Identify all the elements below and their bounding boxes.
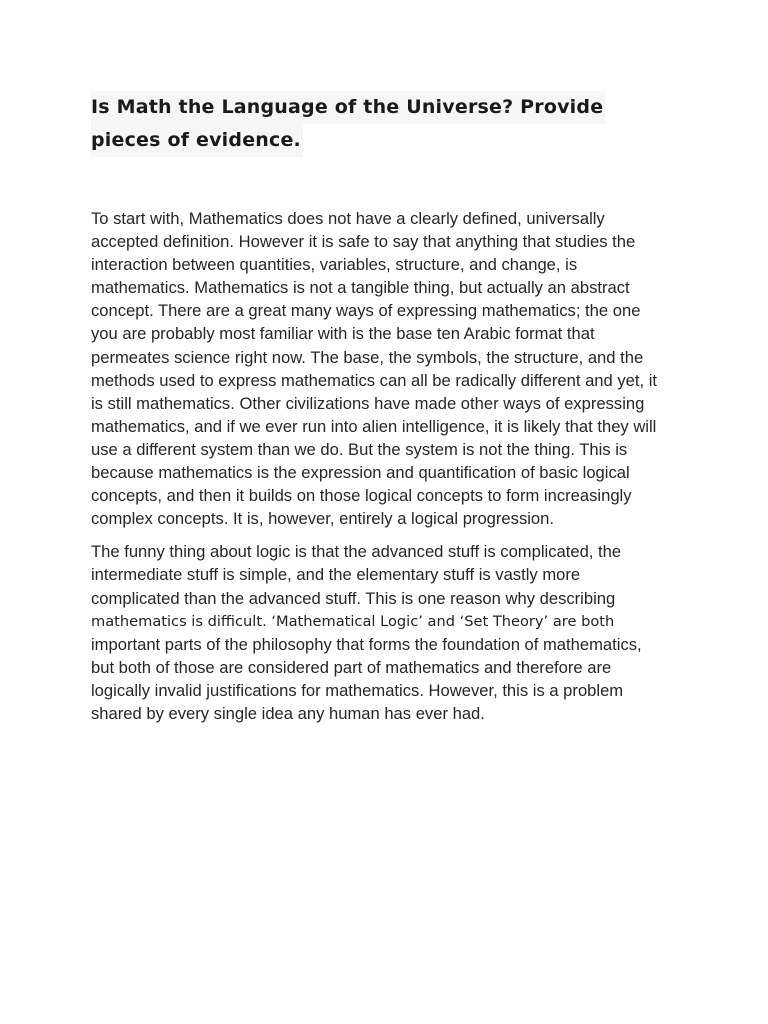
document-body [91,207,691,735]
paragraph-2 [91,540,691,725]
text-line: you are probably most familiar with is the base ten Arabic format that [91,324,595,344]
paragraph-1 [91,207,691,530]
text-line: because mathematics is the expression and quantification of basic logical [91,463,630,483]
text-line: mathematics. Mathematics is not a tangible thing, but actually an abstract [91,278,630,298]
text-line: The funny thing about logic is that the advanced stuff is complicated, the [91,542,622,562]
text-line: permeates science right now. The base, the symbols, the structure, and the [91,347,644,367]
text-line: logically invalid justifications for mathematics. However, this is a problem [91,680,624,700]
text-line: intermediate stuff is simple, and the elementary stuff is vastly more [91,565,581,585]
text-line: shared by every single idea any human has ever had. [91,703,485,723]
text-line: important parts of the philosophy that forms the foundation of mathematics, [91,634,642,654]
text-line: accepted definition. However it is safe to say that anything that studies the [91,232,636,252]
document-title [91,91,691,157]
text-line: mathematics, and if we ever run into alien intelligence, it is likely that they will [91,416,657,436]
text-line: mathematics is difficult. ‘Mathematical Logic’ and ‘Set Theory’ are both [91,612,615,630]
text-line: concepts, and then it builds on those logical concepts to form increasingly [91,486,632,506]
title-line: Is Math the Language of the Universe? Provide [91,91,605,124]
text-line: but both of those are considered part of mathematics and therefore are [91,657,612,677]
text-line: interaction between quantities, variables, structure, and change, is [91,255,578,275]
title-line: pieces of evidence. [91,124,303,157]
text-line: is still mathematics. Other civilizations have made other ways of expressing [91,393,645,413]
text-line: use a different system than we do. But the system is not the thing. This is [91,439,628,459]
text-line: complex concepts. It is, however, entirely a logical progression. [91,509,555,529]
text-line: To start with, Mathematics does not have a clearly defined, universally [91,209,605,228]
text-line: methods used to express mathematics can all be radically different and yet, it [91,370,658,390]
text-line: complicated than the advanced stuff. This is one reason why describing [91,588,616,608]
text-line: concept. There are a great many ways of expressing mathematics; the one [91,301,641,321]
